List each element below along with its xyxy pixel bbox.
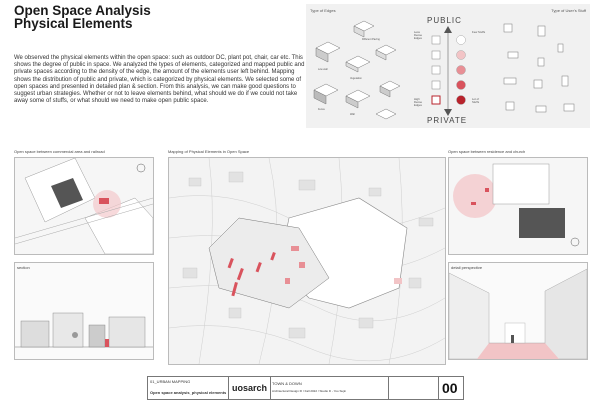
edge-density-square bbox=[432, 96, 440, 104]
sheet-number: 00 bbox=[442, 380, 458, 396]
user-stuff-icons bbox=[494, 18, 590, 128]
legend-panel bbox=[306, 4, 590, 128]
less-dense-label: Less Dense Edges bbox=[414, 30, 423, 41]
plan-left bbox=[14, 157, 154, 255]
project-sub: Architectural Design III / Fall 2022 / Studio D - Yoo Sujin bbox=[272, 389, 347, 393]
box-icon bbox=[504, 24, 512, 32]
description-text: We observed the physical elements within the open space: such as outdoor DC, plant pot, chair, car etc. This shows the degree of public in space. We analyzed the types of elements, categorized and mapped public and private spaces according to the density of the edge, the amount of the elements user left behind. Mapping shows the distribution of public and private, which is categorized by physical elements. We selected some of open spaces and presented in detailed plan & section. From this analysis, we can make good questions to suggest urban strategies. Whether or not to leave elements behind, what should we do if we could not take away some of stuffs, or what should we need to make open public space. bbox=[14, 55, 305, 105]
stuff-density-dot bbox=[457, 51, 466, 60]
bin-icon bbox=[562, 76, 568, 86]
section-left bbox=[14, 262, 154, 360]
stuff-density-dot bbox=[457, 66, 466, 75]
private-label: PRIVATE bbox=[427, 116, 468, 125]
caption-right-top: Open space between residence and church bbox=[448, 149, 526, 154]
caption-center: Mapping of Physical Elements in Open Space bbox=[168, 149, 250, 154]
caption-left-section: section bbox=[17, 265, 30, 270]
plant-pot-icon bbox=[558, 44, 563, 52]
edge-density-square bbox=[432, 36, 440, 44]
svg-text:Low wall: Low wall bbox=[318, 68, 328, 71]
svg-text:Vegetation: Vegetation bbox=[350, 77, 362, 80]
edge-density-square bbox=[432, 66, 440, 74]
cart-icon bbox=[564, 104, 574, 111]
project-name: TOWN & DOWN bbox=[272, 381, 302, 386]
central-map bbox=[168, 157, 446, 365]
few-stuffs-label: Few Stuffs bbox=[472, 30, 486, 34]
perspective-right bbox=[448, 262, 588, 360]
drawing-title: Open space analysis_physical elements bbox=[150, 390, 227, 395]
svg-text:Wall: Wall bbox=[350, 113, 355, 116]
down-arrow-icon bbox=[444, 109, 452, 116]
logo: uosarch bbox=[232, 383, 268, 393]
edge-density-square bbox=[432, 51, 440, 59]
svg-text:Fence: Fence bbox=[318, 108, 325, 111]
up-arrow-icon bbox=[444, 26, 452, 33]
high-dense-label: High Dense Edges bbox=[414, 97, 423, 108]
stuff-density-dot bbox=[457, 36, 466, 45]
table-icon bbox=[536, 106, 546, 112]
public-label: PUBLIC bbox=[427, 16, 462, 25]
title-block bbox=[147, 376, 464, 400]
bench-icon bbox=[508, 52, 518, 58]
car-icon bbox=[504, 78, 516, 84]
page-title bbox=[14, 4, 151, 30]
pot-icon bbox=[506, 102, 514, 110]
lot-of-stuffs-label: Lot of Stuffs bbox=[472, 97, 480, 105]
stuff-legend-title: Type of User's Stuff bbox=[551, 8, 586, 13]
chair-icon bbox=[538, 58, 544, 66]
sheet-label: 01_URBAN MAPPING bbox=[150, 379, 191, 384]
edges-legend-title: Type of Edges bbox=[310, 8, 336, 13]
stuff-density-dot bbox=[457, 96, 466, 105]
caption-right-section: detail perspective bbox=[451, 265, 483, 270]
edge-density-square bbox=[432, 81, 440, 89]
title-line-2: Physical Elements bbox=[14, 16, 133, 31]
caption-left-top: Open space between commercial area and railroad bbox=[14, 149, 105, 154]
cabinet-icon bbox=[538, 26, 545, 36]
stuff-density-dot bbox=[457, 81, 466, 90]
svg-text:Different Paving: Different Paving bbox=[362, 38, 380, 41]
title-line-1: Open Space Analysis bbox=[14, 3, 151, 18]
plan-right bbox=[448, 157, 588, 255]
crate-icon bbox=[534, 80, 542, 88]
